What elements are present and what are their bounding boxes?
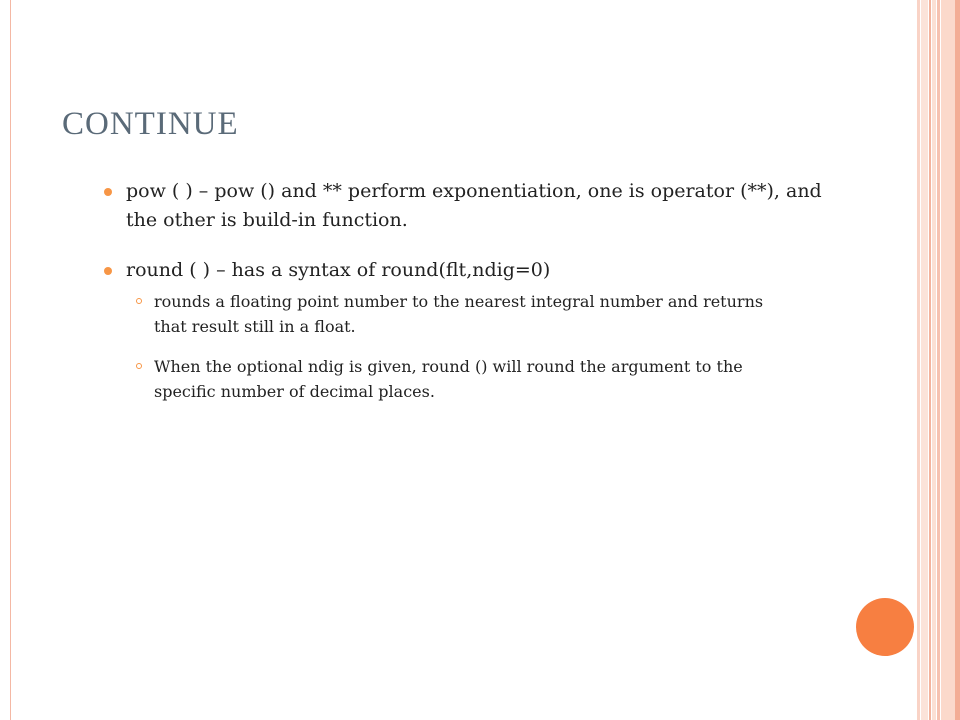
sub-bullet-ring-icon <box>136 363 142 369</box>
decorative-stripe <box>917 0 920 720</box>
decorative-stripe <box>941 0 955 720</box>
bullet-item: pow ( ) – pow () and ** perform exponentiation, one is operator (**), and the other is build-in function. <box>126 180 822 231</box>
bullet-item: round ( ) – has a syntax of round(flt,ndig=0) <box>126 259 551 281</box>
decorative-stripe <box>937 0 940 720</box>
decorative-circle <box>856 598 914 656</box>
sub-bullet-item: rounds a floating point number to the nearest integral number and returns that result still in a float. <box>154 292 764 336</box>
decorative-stripe <box>932 0 936 720</box>
decorative-stripe <box>955 0 960 720</box>
bullet-dot-icon <box>104 188 112 196</box>
slide-title: CONTINUE <box>62 106 239 142</box>
left-frame-line <box>10 0 11 720</box>
sub-bullet-ring-icon <box>136 298 142 304</box>
bullet-dot-icon <box>104 267 112 275</box>
decorative-stripe <box>921 0 928 720</box>
decorative-stripe <box>929 0 931 720</box>
sub-bullet-item: When the optional ndig is given, round () will round the argument to the specific number of decimal places. <box>154 357 743 401</box>
